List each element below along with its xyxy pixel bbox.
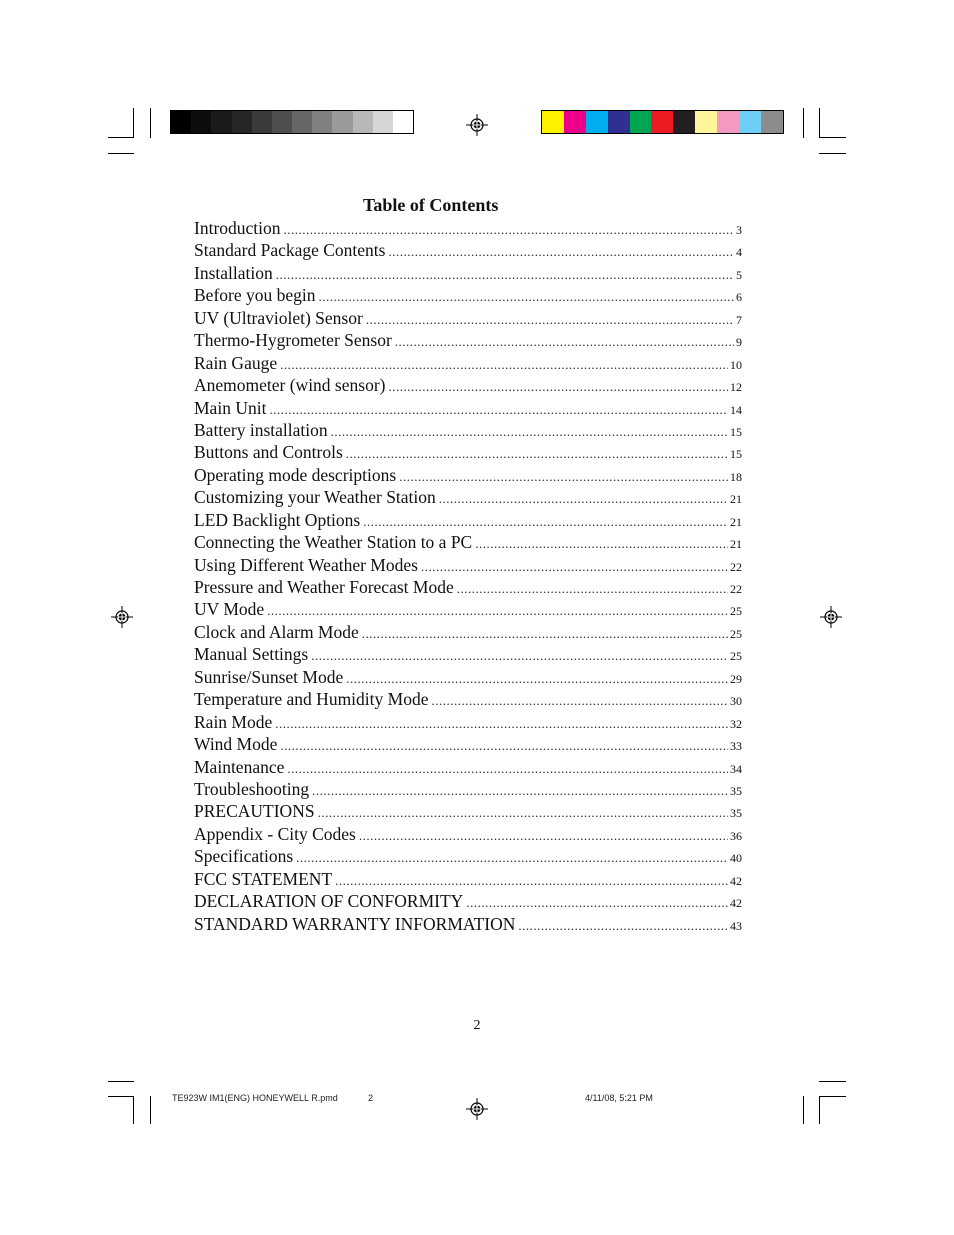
toc-entry-page: 5 xyxy=(736,267,742,282)
toc-entry xyxy=(194,622,742,644)
toc-entry-page: 25 xyxy=(730,604,742,619)
crop-mark xyxy=(819,153,846,154)
toc-entry-title: Specifications xyxy=(194,846,294,867)
toc-entry-title: Anemometer (wind sensor) xyxy=(194,375,386,396)
color-swatch xyxy=(542,111,564,133)
toc-entry xyxy=(194,869,742,891)
slug-page: 2 xyxy=(368,1093,374,1103)
toc-entry xyxy=(194,465,742,487)
toc-entry xyxy=(194,330,742,352)
toc-entry xyxy=(194,891,742,913)
dot-leader xyxy=(319,289,735,305)
color-swatch xyxy=(695,111,717,133)
crop-mark xyxy=(819,1096,820,1124)
crop-mark xyxy=(150,108,151,138)
dot-leader xyxy=(280,738,728,754)
toc-entry xyxy=(194,487,742,509)
toc-entry-page: 10 xyxy=(730,357,742,372)
dot-leader xyxy=(518,918,728,934)
dot-leader xyxy=(269,402,728,418)
crop-mark xyxy=(819,1081,846,1082)
toc-entry-page: 21 xyxy=(730,514,742,529)
dot-leader xyxy=(287,761,728,777)
toc-entry-title: Rain Mode xyxy=(194,711,273,732)
toc-entry xyxy=(194,442,742,464)
dot-leader xyxy=(457,581,728,597)
slug-filename: TE923W IM1(ENG) HONEYWELL R.pmd xyxy=(172,1093,338,1103)
toc-entry xyxy=(194,577,742,599)
toc-entry-page: 33 xyxy=(730,739,742,754)
toc-entry-title: Manual Settings xyxy=(194,644,309,665)
crop-mark xyxy=(108,1081,134,1082)
toc-entry-page: 36 xyxy=(730,828,742,843)
toc-entry xyxy=(194,398,742,420)
toc-entry-page: 43 xyxy=(730,918,742,933)
toc-entry-title: FCC STATEMENT xyxy=(194,868,333,889)
toc-entry xyxy=(194,757,742,779)
gray-swatch xyxy=(312,111,332,133)
toc-entry-title: Using Different Weather Modes xyxy=(194,554,418,575)
gray-swatch xyxy=(373,111,393,133)
dot-leader xyxy=(284,222,734,238)
dot-leader xyxy=(366,312,734,328)
toc-entry xyxy=(194,218,742,240)
toc-entry xyxy=(194,914,742,936)
toc-entry-page: 21 xyxy=(730,537,742,552)
toc-entry xyxy=(194,285,742,307)
color-swatch xyxy=(673,111,695,133)
dot-leader xyxy=(312,783,728,799)
grayscale-color-bar xyxy=(170,110,414,134)
toc-entry xyxy=(194,846,742,868)
crop-mark xyxy=(803,108,804,138)
gray-swatch xyxy=(211,111,231,133)
toc-entry-title: Sunrise/Sunset Mode xyxy=(194,666,344,687)
color-swatch xyxy=(564,111,586,133)
toc-entry-page: 22 xyxy=(730,559,742,574)
toc-entry-page: 9 xyxy=(736,335,742,350)
toc-entry xyxy=(194,263,742,285)
toc-entry-title: Wind Mode xyxy=(194,734,278,755)
crop-mark xyxy=(108,153,134,154)
toc-entry xyxy=(194,712,742,734)
dot-leader xyxy=(335,873,728,889)
toc-entry-page: 32 xyxy=(730,716,742,731)
toc-entry-page: 25 xyxy=(730,626,742,641)
table-of-contents xyxy=(194,218,742,936)
color-swatch xyxy=(651,111,673,133)
toc-entry-title: Pressure and Weather Forecast Mode xyxy=(194,577,454,597)
gray-swatch xyxy=(191,111,211,133)
toc-entry-page: 34 xyxy=(730,761,742,776)
dot-leader xyxy=(276,267,734,283)
color-swatch xyxy=(586,111,608,133)
gray-swatch xyxy=(292,111,312,133)
toc-entry xyxy=(194,734,742,756)
gray-swatch xyxy=(171,111,191,133)
dot-leader xyxy=(399,469,728,485)
toc-entry xyxy=(194,779,742,801)
gray-swatch xyxy=(232,111,252,133)
dot-leader xyxy=(388,244,734,260)
toc-entry-page: 4 xyxy=(736,245,742,260)
gray-swatch xyxy=(332,111,352,133)
toc-entry-page: 42 xyxy=(730,873,742,888)
dot-leader xyxy=(359,828,728,844)
dot-leader xyxy=(346,671,728,687)
toc-entry xyxy=(194,240,742,262)
crop-mark xyxy=(819,108,820,138)
dot-leader xyxy=(395,334,734,350)
toc-entry-title: Connecting the Weather Station to a PC xyxy=(194,532,473,553)
toc-entry-title: Battery installation xyxy=(194,419,328,440)
toc-entry-title: Appendix - City Codes xyxy=(194,823,356,844)
dot-leader xyxy=(439,491,728,507)
toc-entry-page: 21 xyxy=(730,492,742,507)
dot-leader xyxy=(466,895,728,911)
toc-entry-title: UV (Ultraviolet) Sensor xyxy=(194,307,363,328)
toc-entry-title: Thermo-Hygrometer Sensor xyxy=(194,330,392,351)
process-color-bar xyxy=(541,110,784,134)
toc-entry-page: 12 xyxy=(730,380,742,395)
color-swatch xyxy=(630,111,652,133)
toc-entry-title: Clock and Alarm Mode xyxy=(194,621,359,642)
gray-swatch xyxy=(393,111,413,133)
dot-leader xyxy=(388,379,728,395)
toc-entry-page: 15 xyxy=(730,447,742,462)
toc-entry-page: 40 xyxy=(730,851,742,866)
crop-mark xyxy=(133,1096,134,1124)
toc-entry-title: Operating mode descriptions xyxy=(194,464,397,485)
toc-entry xyxy=(194,420,742,442)
gray-swatch xyxy=(272,111,292,133)
toc-entry xyxy=(194,555,742,577)
dot-leader xyxy=(331,424,728,440)
toc-entry-title: UV Mode xyxy=(194,599,265,620)
dot-leader xyxy=(311,648,728,664)
registration-mark-icon xyxy=(111,606,133,628)
color-swatch xyxy=(739,111,761,133)
toc-entry-title: DECLARATION OF CONFORMITY xyxy=(194,891,464,912)
toc-entry-page: 25 xyxy=(730,649,742,664)
page-title: Table of Contents xyxy=(363,195,499,215)
toc-entry xyxy=(194,644,742,666)
toc-entry-title: Installation xyxy=(194,262,273,283)
toc-entry xyxy=(194,375,742,397)
toc-entry-title: Before you begin xyxy=(194,285,316,306)
toc-entry xyxy=(194,667,742,689)
crop-mark xyxy=(133,108,134,138)
toc-entry-title: Temperature and Humidity Mode xyxy=(194,689,429,710)
toc-entry xyxy=(194,510,742,532)
dot-leader xyxy=(362,626,728,642)
dot-leader xyxy=(346,446,728,462)
toc-entry-page: 7 xyxy=(736,312,742,327)
toc-entry-page: 35 xyxy=(730,783,742,798)
toc-entry-title: Buttons and Controls xyxy=(194,442,343,463)
registration-mark-icon xyxy=(466,1098,488,1120)
dot-leader xyxy=(431,693,728,709)
crop-mark xyxy=(803,1096,804,1124)
page-number: 2 xyxy=(473,1018,481,1033)
toc-entry-title: PRECAUTIONS xyxy=(194,801,315,822)
toc-entry xyxy=(194,689,742,711)
crop-mark xyxy=(108,137,134,138)
color-swatch xyxy=(761,111,783,133)
toc-entry-title: Standard Package Contents xyxy=(194,240,386,261)
toc-entry-page: 30 xyxy=(730,694,742,709)
dot-leader xyxy=(421,559,728,575)
gray-swatch xyxy=(252,111,272,133)
dot-leader xyxy=(475,536,728,552)
toc-entry-page: 6 xyxy=(736,290,742,305)
dot-leader xyxy=(267,603,728,619)
toc-entry-title: Introduction xyxy=(194,218,281,238)
registration-mark-icon xyxy=(820,606,842,628)
toc-entry-title: STANDARD WARRANTY INFORMATION xyxy=(194,913,516,934)
toc-entry xyxy=(194,308,742,330)
toc-entry-title: Troubleshooting xyxy=(194,778,310,799)
toc-entry-page: 29 xyxy=(730,671,742,686)
toc-entry xyxy=(194,353,742,375)
dot-leader xyxy=(318,805,728,821)
color-swatch xyxy=(608,111,630,133)
crop-mark xyxy=(150,1096,151,1124)
toc-entry-page: 18 xyxy=(730,469,742,484)
dot-leader xyxy=(275,716,728,732)
color-swatch xyxy=(717,111,739,133)
toc-entry-title: Maintenance xyxy=(194,756,285,777)
toc-entry xyxy=(194,801,742,823)
crop-mark xyxy=(819,137,846,138)
toc-entry xyxy=(194,599,742,621)
toc-entry-page: 35 xyxy=(730,806,742,821)
toc-entry-page: 22 xyxy=(730,582,742,596)
registration-mark-icon xyxy=(466,114,488,136)
toc-entry-page: 14 xyxy=(730,402,742,417)
crop-mark xyxy=(819,1096,846,1097)
toc-entry xyxy=(194,532,742,554)
toc-entry xyxy=(194,824,742,846)
dot-leader xyxy=(363,514,728,530)
slug-datetime: 4/11/08, 5:21 PM xyxy=(585,1093,653,1103)
toc-entry-page: 3 xyxy=(736,223,742,237)
toc-entry-title: Rain Gauge xyxy=(194,352,278,373)
toc-entry-page: 42 xyxy=(730,896,742,911)
toc-entry-page: 15 xyxy=(730,424,742,439)
gray-swatch xyxy=(353,111,373,133)
dot-leader xyxy=(280,357,728,373)
dot-leader xyxy=(296,850,728,866)
toc-entry-title: Main Unit xyxy=(194,397,267,418)
crop-mark xyxy=(108,1096,134,1097)
toc-entry-title: LED Backlight Options xyxy=(194,509,361,530)
toc-entry-title: Customizing your Weather Station xyxy=(194,487,436,508)
